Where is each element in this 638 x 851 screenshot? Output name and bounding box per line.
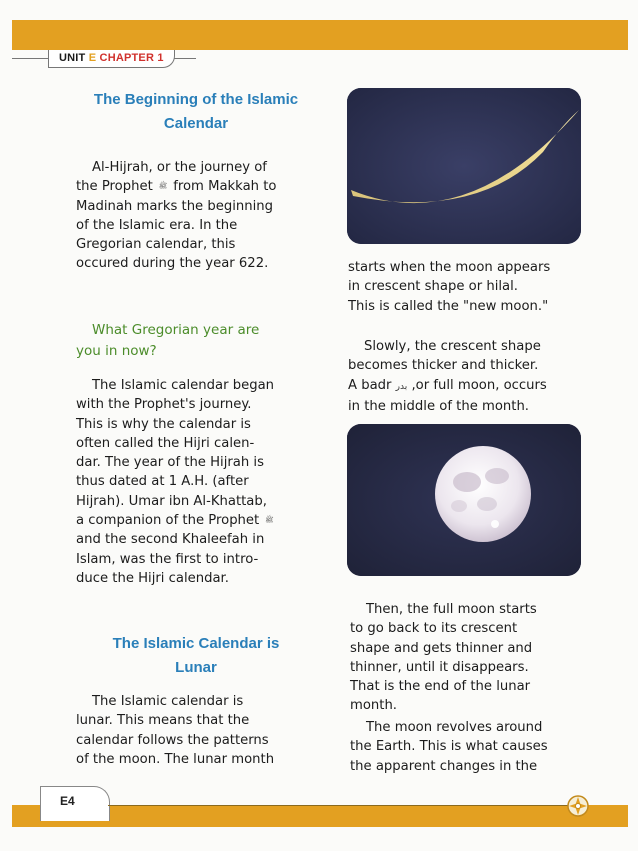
text-line: to go back to its crescent [350, 621, 518, 637]
text-line: with the Prophet's journey. [76, 397, 252, 413]
text-line: of the Islamic era. In the [76, 217, 238, 233]
unit-chapter-tab [48, 50, 175, 68]
text-line: the apparent changes in the [350, 758, 538, 774]
footer-rule [108, 805, 570, 806]
text-line: duce the Hijri calendar. [76, 570, 229, 586]
full-moon-photo [347, 424, 581, 576]
text-line: Madinah marks the beginning [76, 198, 273, 214]
page-number: E4 [60, 794, 75, 808]
lunar-paragraph [76, 692, 328, 769]
text-line: The Islamic calendar is [92, 694, 244, 709]
ornament-icon [566, 794, 590, 818]
pbuh-glyph-icon: ﷺ [265, 516, 274, 525]
text-line: This is called the "new moon." [348, 298, 549, 314]
question-prompt [76, 320, 326, 362]
waning-paragraph [350, 600, 600, 716]
text-line: a companion of the Prophet [76, 513, 260, 529]
text-line: ,or full moon, occurs [411, 377, 547, 393]
page-number-tab [40, 786, 110, 821]
unit-label: UNIT [59, 52, 86, 64]
text-line: shape and gets thinner and [350, 640, 533, 656]
pbuh-glyph-icon: ﷺ [158, 182, 168, 191]
text-line: the Prophet [76, 179, 153, 195]
section-title-beginning [62, 88, 330, 136]
text-line: lunar. This means that the [76, 713, 250, 729]
top-banner [12, 20, 628, 50]
text-line: thinner, until it disappears. [350, 659, 529, 675]
crescent-moon-photo [347, 88, 581, 244]
text-line: The Islamic calendar began [92, 378, 275, 393]
text-line: starts when the moon appears [348, 260, 551, 275]
text-line: thus dated at 1 A.H. (after [76, 474, 249, 490]
text-line: calendar follows the patterns [76, 732, 269, 748]
text-line: occured during the year 622. [76, 256, 269, 272]
text-line: month. [350, 698, 397, 714]
section-title-line2: Calendar [163, 115, 229, 132]
section-title-line1: The Islamic Calendar is [112, 635, 280, 652]
unit-letter: E [88, 52, 97, 64]
text-line: That is the end of the lunar [350, 679, 531, 695]
new-moon-paragraph [348, 258, 598, 316]
text-line: Then, the full moon starts [366, 602, 537, 617]
text-line: The moon revolves around [366, 720, 543, 735]
hijri-paragraph [76, 376, 328, 588]
text-line: often called the Hijri calen- [76, 435, 255, 451]
question-line2: you in now? [76, 343, 157, 359]
full-moon-paragraph [348, 337, 598, 416]
hijrah-paragraph [76, 158, 326, 274]
text-line: the Earth. This is what causes [350, 739, 548, 755]
section-title-line2: Lunar [175, 659, 217, 676]
revolution-paragraph [350, 718, 600, 776]
text-line: Al-Hijrah, or the journey of [92, 160, 267, 175]
text-line: becomes thicker and thicker. [348, 358, 539, 374]
text-line: from Makkah to [173, 179, 277, 195]
text-line: Gregorian calendar, this [76, 237, 236, 253]
text-line: and the second Khaleefah in [76, 532, 265, 548]
chapter-label: CHAPTER 1 [99, 52, 164, 64]
text-line: dar. The year of the Hijrah is [76, 455, 264, 471]
text-line: Hijrah). Umar ibn Al-Khattab, [76, 493, 267, 509]
badr-arabic: بدر [395, 381, 408, 392]
text-line: Slowly, the crescent shape [364, 339, 541, 354]
text-line: in the middle of the month. [348, 398, 529, 414]
text-line: of the moon. The lunar month [76, 751, 275, 767]
section-title-line1: The Beginning of the Islamic [93, 91, 299, 108]
section-title-lunar [76, 632, 316, 680]
text-line: Islam, was the first to intro- [76, 551, 259, 567]
question-line1: What Gregorian year are [92, 322, 260, 338]
text-line: in crescent shape or hilal. [348, 279, 518, 295]
text-line: This is why the calendar is [76, 416, 251, 432]
text-line: A badr [348, 377, 392, 393]
